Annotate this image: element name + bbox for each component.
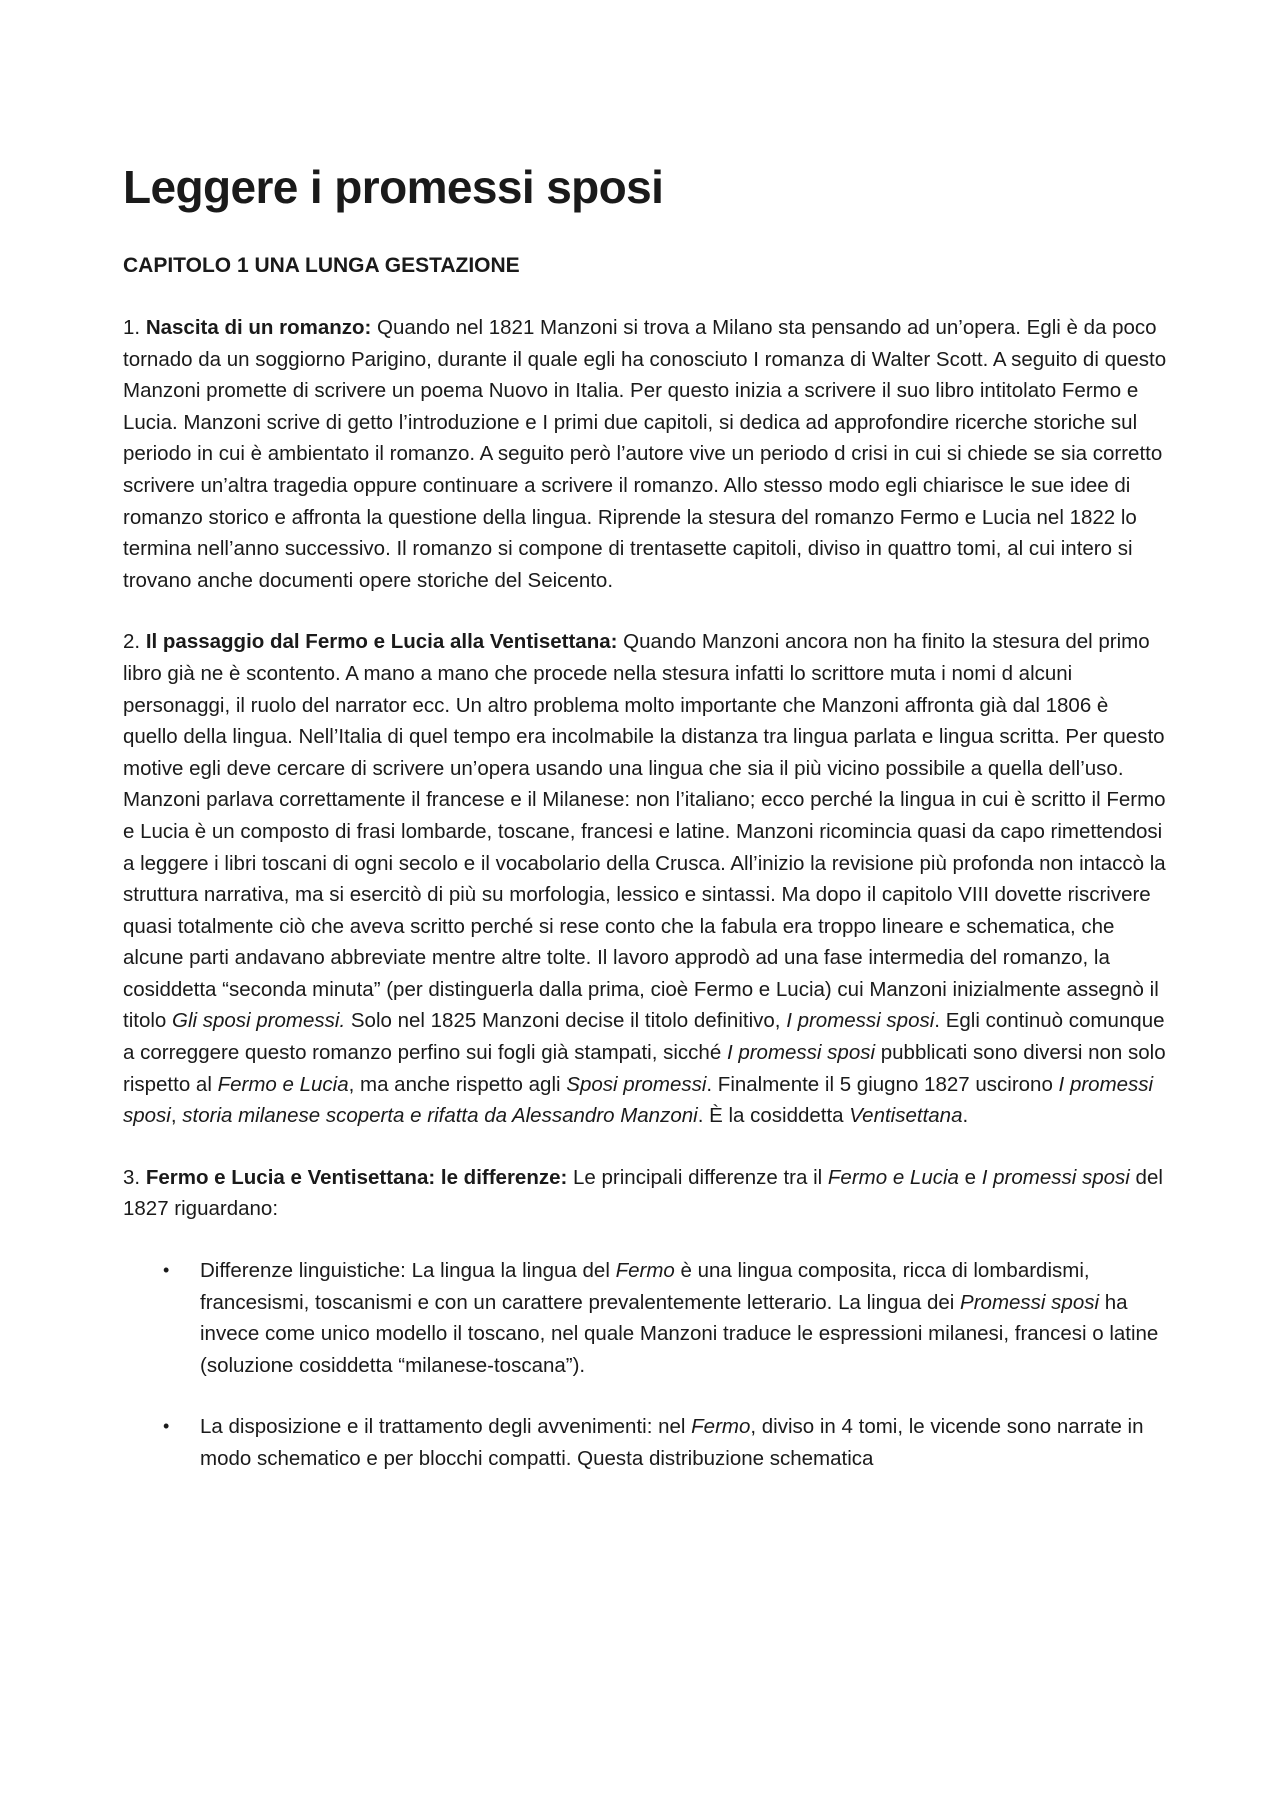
- paragraph-text: Solo nel 1825 Manzoni decise il titolo definitivo,: [345, 1009, 787, 1033]
- paragraph-text: ,: [170, 1104, 183, 1128]
- list-item: [123, 1411, 1168, 1474]
- list-item-text: è una lingua composita, ricca di lombardismi, francesismi, toscanismi e con un carattere prevalentemente letterario. La lingua dei: [200, 1259, 1090, 1314]
- paragraph-text: . Finalmente il 5 giugno 1827 uscirono: [706, 1072, 1059, 1096]
- italic-title: Fermo: [691, 1415, 751, 1439]
- document-title: Leggere i promessi sposi: [123, 161, 664, 213]
- list-item-text: ha invece come unico modello il toscano, nel quale Manzoni traduce le espressioni milanesi, francesi o latine (soluzione cosiddetta “milanese-toscana”).: [200, 1290, 1159, 1377]
- section-number: 1.: [123, 316, 141, 339]
- italic-title: Fermo: [615, 1259, 675, 1283]
- paragraph-2: [123, 626, 1168, 1132]
- italic-title: I promessi sposi: [123, 1072, 1154, 1128]
- bullet-icon: •: [163, 1416, 170, 1437]
- italic-title: Promessi sposi: [960, 1290, 1100, 1314]
- section-heading: Nascita di un romanzo:: [145, 316, 372, 339]
- chapter-heading: CAPITOLO 1 UNA LUNGA GESTAZIONE: [123, 254, 520, 277]
- list-item-text: , diviso in 4 tomi, le vicende sono narrate in modo schematico e per blocchi compatti. Questa distribuzione schematica: [200, 1415, 1144, 1470]
- italic-title: I promessi sposi: [981, 1165, 1130, 1189]
- document-body: [123, 158, 1168, 1475]
- differences-list: [123, 1255, 1168, 1475]
- section-heading: Il passaggio dal Fermo e Lucia alla Ventisettana:: [145, 630, 618, 654]
- paragraph-1: [123, 312, 1168, 596]
- italic-title: Sposi promessi: [566, 1072, 707, 1096]
- paragraph-text: pubblicati sono diversi non solo rispetto al: [123, 1041, 1166, 1096]
- paragraph-text: Quando Manzoni ancora non ha finito la stesura del primo libro già ne è scontento. A mano a mano che procede nella stesura infatti lo scrittore muta i nomi d alcuni personaggi, il ruolo del narrator ecc. Un altro problema molto importante che Manzoni affronta già dal 1806 è quello della lingua. Nell’Italia di quel tempo era incolmabile la distanza tra lingua parlata e lingua scritta. Per questo motive egli deve cercare di scrivere un’opera usando una lingua che sia il più vicino possibile a quella dell’uso. Manzoni parlava correttamente il francese e il Milanese: non l’italiano; ecco perché la lingua in cui è scritto il Fermo e Lucia è un composto di frasi lombarde, toscane, francesi e latine. Manzoni ricomincia quasi da capo rimettendosi a leggere i libri toscani di ogni secolo e il vocabolario della Crusca. All’inizio la revisione più profonda non intaccò la struttura narrativa, ma si esercitò di più su morfologia, lessico e sintassi. Ma dopo il capitolo VIII dovette riscrivere quasi totalmente ciò che aveva scritto perché si rese conto che la fabula era troppo lineare e schematica, che alcune parti andavano abbreviate mentre altre tolte. Il lavoro approdò ad una fase intermedia del romanzo, la cosiddetta “seconda minuta” (per distinguerla dalla prima, cioè Fermo e Lucia) cui Manzoni inizialmente assegnò il titolo: [123, 630, 1166, 1033]
- paragraph-text: .: [962, 1104, 969, 1128]
- list-item-text: Differenze linguistiche: La lingua la lingua del: [200, 1259, 616, 1283]
- paragraph-text: , ma anche rispetto agli: [348, 1072, 567, 1096]
- italic-title: Ventisettana: [849, 1104, 963, 1128]
- paragraph-text: Quando nel 1821 Manzoni si trova a Milano sta pensando ad un’opera. Egli è da poco tornado da un soggiorno Parigino, durante il quale egli ha conosciuto I romanza di Walter Scott. A seguito di questo Manzoni promette di scrivere un poema Nuovo in Italia. Per questo inizia a scrivere il suo libro intitolato Fermo e Lucia. Manzoni scrive di getto l’introduzione e I primi due capitoli, si dedica ad approfondire ricerche storiche sul periodo in cui è ambientato il romanzo. A seguito però l’autore vive un periodo d crisi in cui si chiede se sia corretto scrivere un’altra tragedia oppure continuare a scrivere il romanzo. Allo stesso modo egli chiarisce le sue idee di romanzo storico e affronta la questione della lingua. Riprende la stesura del romanzo Fermo e Lucia nel 1822 lo termina nell’anno successivo. Il romanzo si compone di trentasette capitoli, diviso in quattro tomi, al cui intero si trovano anche documenti opere storiche del Seicento.: [123, 316, 1167, 592]
- section-heading: Fermo e Lucia e Ventisettana: le differenze:: [145, 1165, 568, 1189]
- italic-title: storia milanese scoperta e rifatta da Alessandro Manzoni: [182, 1104, 698, 1128]
- paragraph-text: Le principali differenze tra il: [567, 1165, 828, 1189]
- italic-title: Gli sposi promessi.: [172, 1009, 346, 1033]
- paragraph-text: e: [958, 1165, 982, 1189]
- bullet-icon: •: [163, 1260, 170, 1281]
- italic-title: Fermo e Lucia: [217, 1072, 349, 1096]
- italic-title: I promessi sposi: [786, 1009, 935, 1033]
- paragraph-3: [123, 1162, 1168, 1225]
- paragraph-text: del 1827 riguardano:: [123, 1165, 1163, 1221]
- list-item: [123, 1255, 1168, 1381]
- italic-title: I promessi sposi: [726, 1041, 876, 1065]
- italic-title: Fermo e Lucia: [827, 1165, 959, 1189]
- paragraph-text: . Egli continuò comunque a correggere questo romanzo perfino sui fogli già stampati, sicché: [123, 1009, 1165, 1065]
- section-number: 2.: [123, 630, 141, 654]
- list-item-text: La disposizione e il trattamento degli avvenimenti: nel: [200, 1415, 692, 1439]
- section-number: 3.: [123, 1165, 141, 1189]
- paragraph-text: . È la cosiddetta: [697, 1104, 850, 1128]
